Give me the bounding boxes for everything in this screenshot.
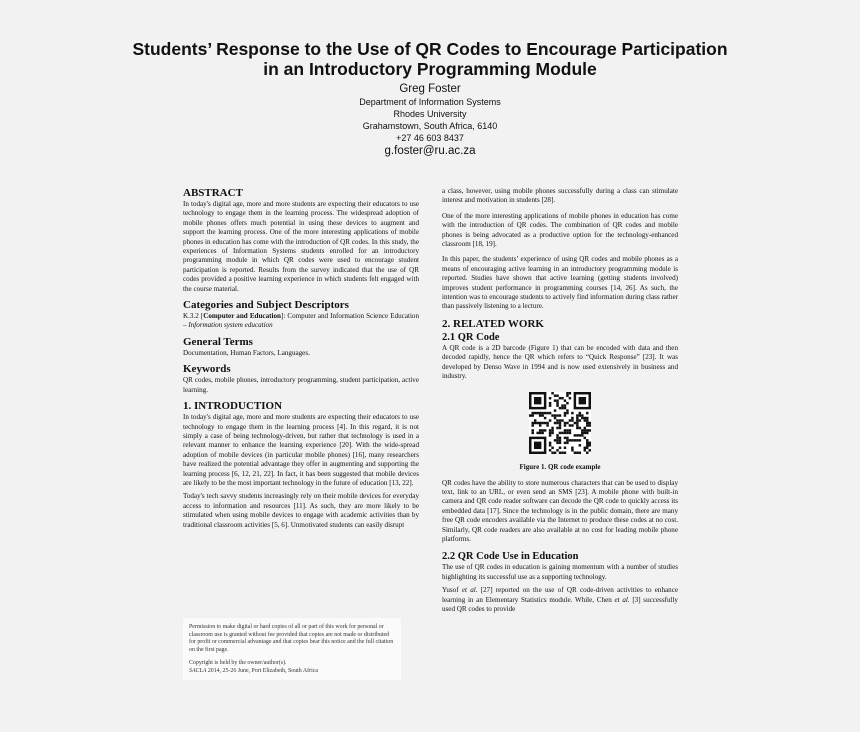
author-phone: +27 46 603 8437	[396, 133, 464, 143]
related-work-heading: 2. RELATED WORK	[442, 317, 544, 330]
abstract-heading: ABSTRACT	[183, 187, 243, 199]
categories-heading: Categories and Subject Descriptors	[183, 299, 349, 312]
introduction-paragraph-1: In today's digital age, more and more students are expecting their educators to use technology to engage them in the learning process [4]. In this regard, it is not simply a case of being technology-driven, but rather that technology is used in a relevant manner to enhance the learning experience [20]. With the wide-spread adoption of mobile devices (in particular mobile phones) [16], many researchers have realized the potential advantage they offer in augmenting and supporting the learning process [6, 12, 21, 22]. In fact, it has been suggested that mobile devices are likely to be the most important technology in the future of education [13, 22].	[183, 413, 419, 487]
introduction-paragraph-2: Today's tech savvy students increasingly rely on their mobile devices for everyday access to information and resources [11]. As such, they are more likely to be stimulated when using mobile devices to engage with academic activities than by traditional classroom activities [5, 6]. Unmotivated students can easily disrupt	[183, 492, 419, 529]
author-department: Department of Information Systems	[359, 97, 501, 107]
author-address: Grahamstown, South Africa, 6140	[362, 121, 498, 131]
conference-text: SACLA 2014, 25-26 June, Port Elizabeth, South Africa	[189, 667, 318, 674]
abstract-text: In today's digital age, more and more students are expecting their educators to use technology to engage them in the learning process. The widespread adoption of mobile phones offers much potential in using these devices to augment and support the learning process. One of the more interesting applications of mobile phones in education has come with the introduction of QR codes. In this study, the experiences of Information Systems students enrolled for an introductory programming module in which QR codes were used to encourage student participation is reported. Results from the survey indicated that the use of QR codes provided a positive learning experience in which students felt engaged with the course material.	[183, 200, 419, 293]
qr-code-image	[529, 392, 591, 454]
copyright-text: Copyright is held by the owner/author(s).	[189, 660, 287, 667]
author-university: Rhodes University	[393, 109, 467, 119]
permission-notice	[183, 618, 401, 680]
qr-capabilities-paragraph: QR codes have the ability to store numerous characters that can be used to display text, link to an URL, or even send an SMS [23]. A mobile phone with built-in camera and QR code reader software can decode the QR code to quickly access its embedded data [17]. Since the technology is in the public domain, there are many free QR code encoders available via the Internet to produce these codes at no cost. Similarly, QR code readers are also available at no cost for leading mobile phone platforms.	[442, 478, 678, 543]
qr-education-paragraph-1: The use of QR codes in education is gaining momentum with a number of studies highlighting its successful use as a supporting technology.	[442, 563, 678, 581]
qr-intro-paragraph: One of the more interesting applications of mobile phones in education has come with the introduction of QR codes. The combination of QR codes and mobile phones is being advocated as a productive option for the technology-enhanced classroom [18, 19].	[442, 211, 678, 249]
right-column	[442, 187, 678, 614]
permission-text: Permission to make digital or hard copies of all or part of this work for personal or classroom use is granted without fee provided that copies are not made or distributed for profit or commercial advantage and that copies bear this notice and the full citation on the first page.	[189, 624, 394, 653]
general-terms-text: Documentation, Human Factors, Languages.	[183, 348, 310, 357]
author-block	[230, 82, 630, 158]
qr-education-subheading: 2.2 QR Code Use in Education	[442, 551, 579, 563]
general-terms-heading: General Terms	[183, 335, 253, 348]
author-name: Greg Foster	[399, 83, 461, 95]
paper-aim-paragraph: In this paper, the students’ experience of using QR codes and mobile phones as a means of encouraging active learning in an introductory programming module is reported. Studies have shown that active learning (getting students involved) improves student performance in programming courses [14, 26]. As such, the intention was to encourage students to actively find information during class rather than passively listening to a lecture.	[442, 255, 678, 311]
keywords-text: QR codes, mobile phones, introductory programming, student participation, active learning.	[183, 376, 419, 394]
keywords-heading: Keywords	[183, 363, 231, 376]
figure-1	[442, 392, 678, 459]
continued-paragraph: a class, however, using mobile phones successfully during a class can stimulate interest and motivation in students [28].	[442, 187, 678, 205]
qr-code-paragraph: A QR code is a 2D barcode (Figure 1) that can be encoded with data and then decoded rapidly, hence the QR which refers to “Quick Response” [23]. It was developed by Denso Wave in 1994 and is now used extensively in business and industry.	[442, 343, 678, 381]
left-column	[183, 187, 419, 530]
introduction-heading: 1. INTRODUCTION	[183, 400, 283, 413]
qr-education-paragraph-2: Yusof et al. [27] reported on the use of QR code-driven activities to enhance learning in an Elementary Statistics module. While, Chen et al. [3] successfully used QR codes to provide	[442, 586, 678, 613]
author-email: g.foster@ru.ac.za	[384, 145, 476, 157]
paper-title: Students’ Response to the Use of QR Codes to Encourage Participation in an Introductory Programming Module	[132, 39, 728, 79]
figure-caption: Figure 1. QR code example	[519, 462, 601, 471]
qr-code-subheading: 2.1 QR Code	[442, 331, 500, 343]
categories-text: K.3.2 [Computer and Education]: Computer and Information Science Education – Information system education	[183, 312, 420, 330]
